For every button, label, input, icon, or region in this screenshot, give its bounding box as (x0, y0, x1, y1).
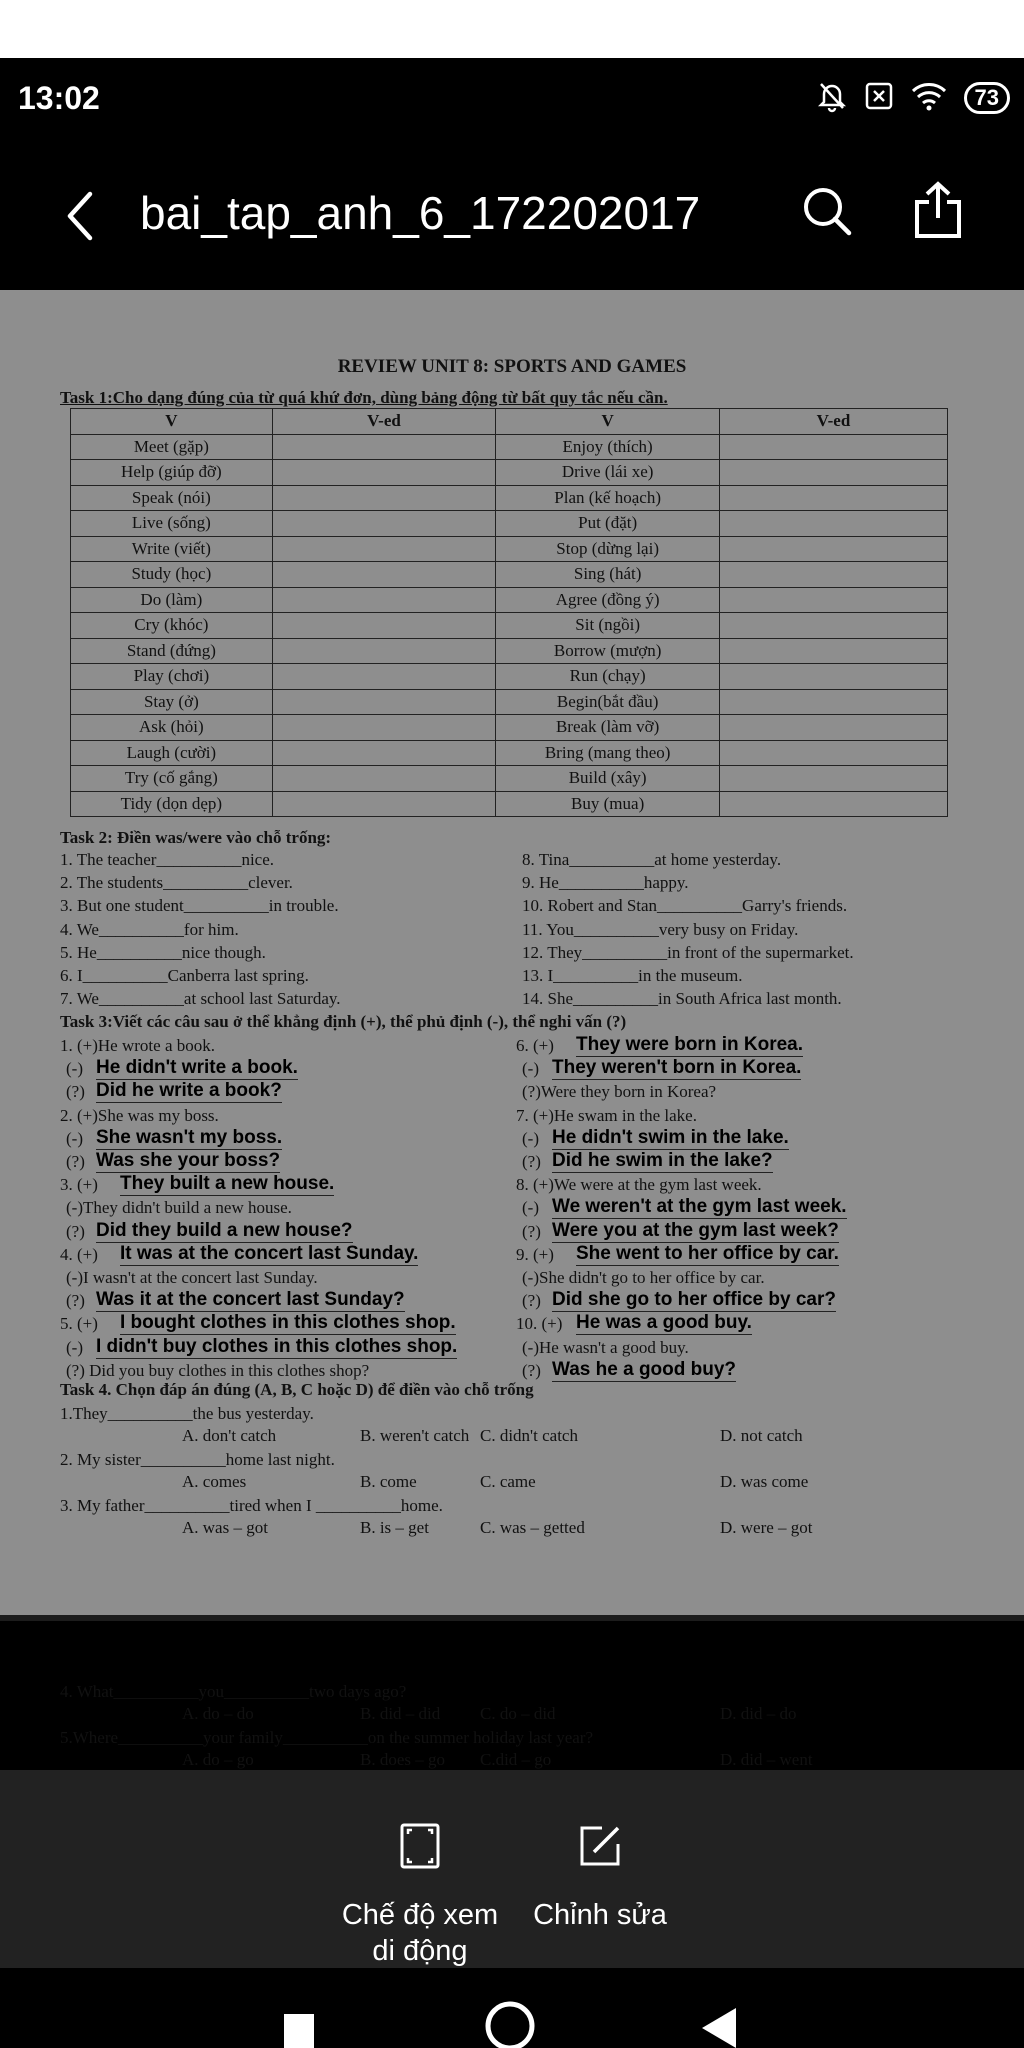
table-row (71, 460, 948, 486)
ved-cell (719, 740, 947, 766)
task3-prompt: (-) (522, 1059, 539, 1079)
task3-prompt: 4. (+) (60, 1244, 98, 1264)
table-row (71, 740, 948, 766)
task4-option: B. weren't catch (360, 1426, 470, 1445)
verb-cell: Put (đặt) (496, 511, 720, 537)
task2-item: 12. They__________in front of the supermarket. (522, 942, 854, 962)
verb-cell: Stand (đứng) (71, 638, 273, 664)
task2-item: 4. We__________for him. (60, 919, 239, 939)
task4-question: 2. My sister__________home last night. (60, 1450, 335, 1469)
verb-cell: Stay (ở) (71, 689, 273, 715)
task3-answer: Did he swim in the lake? (552, 1150, 773, 1171)
task4-option: B. is – get (360, 1518, 429, 1537)
task3-answer: I didn't buy clothes in this clothes shop. (96, 1335, 458, 1357)
verb-cell: Bring (mang theo) (496, 740, 720, 766)
task3-answer: Did they build a new house? (96, 1219, 353, 1241)
task3-answer: She wasn't my boss. (96, 1126, 283, 1148)
verb-cell: Help (giúp đỡ) (71, 460, 273, 486)
table-row (71, 638, 948, 664)
task3-answer: They weren't born in Korea. (552, 1057, 802, 1079)
task3-prompt: (?) (522, 1360, 541, 1380)
task2-item: 5. He__________nice though. (60, 942, 266, 962)
ved-cell (719, 638, 947, 664)
task3-prompt: (?) (66, 1221, 85, 1241)
table-row (71, 562, 948, 588)
verb-cell: Enjoy (thích) (496, 434, 720, 460)
task4-option: C. came (480, 1472, 536, 1491)
ved-cell (719, 715, 947, 741)
verb-cell: Tidy (dọn dẹp) (71, 791, 273, 817)
bottom-toolbar (0, 1770, 1024, 1968)
table-header: V (71, 409, 273, 435)
task2-item: 9. He__________happy. (522, 873, 689, 893)
share-icon[interactable] (912, 180, 964, 245)
verb-cell: Agree (đồng ý) (496, 587, 720, 613)
task2-item: 11. You__________very busy on Friday. (522, 919, 799, 939)
task4-option: D. was come (720, 1472, 809, 1491)
ved-cell (272, 587, 496, 613)
mobile-view-label: Chế độ xem di động (341, 1899, 499, 1967)
task2-item: 13. I__________in the museum. (522, 966, 743, 985)
task3-answer: Did he write a book? (96, 1080, 282, 1102)
ved-cell (719, 587, 947, 613)
task3-prompt: (?) (66, 1152, 85, 1171)
top-white-margin (0, 0, 1024, 58)
task3-answer: They built a new house. (120, 1173, 335, 1195)
task3-prompt: 5. (+) (60, 1314, 98, 1334)
verb-cell: Borrow (mượn) (496, 638, 720, 664)
task4-option: A. comes (182, 1472, 247, 1491)
task3-answer: He was a good buy. (576, 1312, 752, 1334)
task3-title: Task 3:Viết các câu sau ở thể khẳng định (+), thể phủ định (-), thể nghi vấn (?) (60, 1012, 627, 1031)
task2-item: 7. We__________at school last Saturday. (60, 989, 341, 1009)
ved-cell (719, 536, 947, 562)
bell-off-icon (816, 80, 848, 117)
verb-cell: Laugh (cười) (71, 740, 273, 766)
verb-cell: Sing (hát) (496, 562, 720, 588)
task3-prompt: (-) (66, 1059, 83, 1079)
edit-icon (576, 1822, 624, 1870)
task4-option: B. did – did (360, 1704, 441, 1723)
document-viewer[interactable] (0, 290, 1024, 1769)
task3-prompt: (-)She didn't go to her office by car. (522, 1268, 765, 1287)
task3-prompt: (?) (522, 1291, 541, 1311)
task3-prompt: (-) (66, 1337, 83, 1357)
task3-prompt: (-)He wasn't a good buy. (522, 1337, 689, 1357)
task3-prompt: (?) (522, 1221, 541, 1241)
task3-answer: He didn't swim in the lake. (552, 1126, 789, 1148)
ved-cell (272, 715, 496, 741)
task4-question: 5.Where__________your family__________on the summer holiday last year? (60, 1728, 594, 1747)
verb-cell: Write (viết) (71, 536, 273, 562)
search-icon[interactable] (800, 184, 854, 243)
task2-item: 8. Tina__________at home yesterday. (522, 850, 782, 869)
task4-option: D. did – do (720, 1704, 797, 1723)
task3-prompt: 10. (+) (516, 1314, 563, 1334)
verb-cell: Play (chơi) (71, 664, 273, 690)
task4-option: A. do – do (182, 1704, 254, 1723)
edit-label: Chỉnh sửa (533, 1899, 667, 1931)
verb-cell: Plan (kế hoạch) (496, 485, 720, 511)
task3-prompt: 1. (+)He wrote a book. (60, 1036, 215, 1055)
ved-cell (719, 613, 947, 639)
task4-option: A. don't catch (182, 1426, 277, 1445)
task3-prompt: (-) (66, 1128, 83, 1148)
table-row (71, 511, 948, 537)
task2-item: 14. She__________in South Africa last month. (522, 989, 842, 1009)
ved-cell (272, 613, 496, 639)
task3-prompt: 8. (+)We were at the gym last week. (516, 1175, 762, 1195)
back-nav-icon[interactable] (698, 2006, 738, 2048)
task4-option: D. not catch (720, 1426, 803, 1445)
table-row (71, 587, 948, 613)
task3-answer: Was she your boss? (96, 1150, 281, 1171)
status-bar (0, 58, 1024, 140)
task3-prompt: 7. (+)He swam in the lake. (516, 1105, 697, 1125)
task3-prompt: (-) (522, 1128, 539, 1148)
verb-cell: Begin(bắt đầu) (496, 689, 720, 715)
mobile-view-icon (398, 1822, 442, 1870)
ved-cell (272, 740, 496, 766)
task2-item: 2. The students__________clever. (60, 873, 293, 893)
task4-option: B. does – go (360, 1750, 445, 1769)
task1-title: Task 1:Cho dạng đúng của từ quá khứ đơn, dùng bảng động từ bất quy tắc nếu cần. (60, 388, 668, 407)
verb-cell: Study (học) (71, 562, 273, 588)
home-icon[interactable] (482, 1998, 538, 2048)
verb-cell: Buy (mua) (496, 791, 720, 817)
mobile-view-button[interactable] (330, 1822, 510, 1969)
table-row (71, 536, 948, 562)
task4-option: C. didn't catch (480, 1426, 578, 1445)
task3-prompt: (?) (66, 1082, 85, 1102)
ved-cell (272, 460, 496, 486)
task3-answer: She went to her office by car. (576, 1242, 839, 1264)
verb-cell: Sit (ngồi) (496, 613, 720, 639)
task3-prompt: 2. (+)She was my boss. (60, 1105, 219, 1125)
table-row (71, 766, 948, 792)
status-icons (816, 78, 1010, 118)
ved-cell (272, 689, 496, 715)
status-time: 13:02 (18, 80, 100, 116)
ved-cell (272, 434, 496, 460)
ved-cell (719, 434, 947, 460)
ved-cell (719, 485, 947, 511)
task3-answer: Was it at the concert last Sunday? (96, 1289, 405, 1311)
ved-cell (719, 664, 947, 690)
task4-option: A. do – go (182, 1750, 254, 1769)
task4-option: C. was – getted (480, 1518, 585, 1537)
task3-answer: It was at the concert last Sunday. (120, 1242, 419, 1264)
ved-cell (719, 562, 947, 588)
verb-cell: Stop (dừng lại) (496, 536, 720, 562)
task4-option: D. did – went (720, 1750, 813, 1769)
task4-question: 4. What__________you__________two days ago? (60, 1682, 407, 1701)
ved-cell (272, 511, 496, 537)
task3-answer: I bought clothes in this clothes shop. (120, 1312, 456, 1334)
task3-answer: We weren't at the gym last week. (552, 1196, 847, 1218)
task3-prompt: (-)They didn't build a new house. (66, 1198, 292, 1218)
task4-question: 1.They__________the bus yesterday. (60, 1404, 314, 1423)
recent-apps-icon[interactable] (282, 2012, 316, 2048)
task2-item: 1. The teacher__________nice. (60, 850, 275, 869)
table-row (71, 689, 948, 715)
document-title: bai_tap_anh_6_172202017 (140, 187, 701, 239)
task3-prompt: 6. (+) (516, 1036, 554, 1055)
task4-title: Task 4. Chọn đáp án đúng (A, B, C hoặc D) để điền vào chỗ trống (60, 1380, 534, 1399)
task3-prompt: 3. (+) (60, 1175, 98, 1195)
table-header: V-ed (272, 409, 496, 435)
verb-cell: Break (làm vỡ) (496, 715, 720, 741)
ved-cell (719, 766, 947, 792)
table-header: V (496, 409, 720, 435)
ved-cell (719, 791, 947, 817)
table-header: V-ed (719, 409, 947, 435)
task2-item: 6. I__________Canberra last spring. (60, 966, 309, 985)
task3-prompt: (?) (66, 1291, 85, 1311)
ved-cell (272, 536, 496, 562)
page-separator (0, 1615, 1024, 1621)
task3-prompt: (-) (522, 1198, 539, 1218)
battery-indicator: 73 (964, 82, 1010, 114)
nav-bar (0, 1968, 1024, 2048)
task3-answer: Did she go to her office by car? (552, 1289, 836, 1311)
verb-cell: Live (sống) (71, 511, 273, 537)
task3-prompt: (?) (522, 1152, 541, 1171)
task4-option: D. were – got (720, 1518, 813, 1537)
task4-option: A. was – got (182, 1518, 268, 1537)
task3-prompt: (?)Were they born in Korea? (522, 1082, 717, 1102)
verb-cell: Cry (khóc) (71, 613, 273, 639)
task3-answer: Were you at the gym last week? (552, 1219, 839, 1241)
task4-option: C.did – go (480, 1750, 552, 1769)
ved-cell (719, 460, 947, 486)
doc-heading: REVIEW UNIT 8: SPORTS AND GAMES (337, 356, 687, 377)
table-row (71, 715, 948, 741)
ved-cell (719, 511, 947, 537)
ved-cell (272, 562, 496, 588)
task3-prompt: (-)I wasn't at the concert last Sunday. (66, 1268, 318, 1287)
task2-title: Task 2: Điền was/were vào chỗ trống: (60, 828, 332, 847)
table-row (71, 434, 948, 460)
verb-cell: Do (làm) (71, 587, 273, 613)
table-row (71, 485, 948, 511)
task3-answer: He didn't write a book. (96, 1057, 298, 1079)
task4-question: 3. My father__________tired when I __________home. (60, 1496, 443, 1515)
verb-cell: Ask (hỏi) (71, 715, 273, 741)
app-bar (0, 140, 1024, 290)
ved-cell (272, 791, 496, 817)
verb-cell: Build (xây) (496, 766, 720, 792)
back-arrow-icon[interactable] (60, 186, 100, 251)
ved-cell (272, 638, 496, 664)
ved-cell (272, 664, 496, 690)
verb-cell: Meet (gặp) (71, 434, 273, 460)
wifi-icon (910, 80, 948, 117)
verb-table (70, 408, 948, 817)
verb-cell: Speak (nói) (71, 485, 273, 511)
sim-off-icon (864, 81, 894, 116)
task3-answer: They were born in Korea. (576, 1034, 803, 1055)
task4-option: C. do – did (480, 1704, 556, 1723)
verb-cell: Run (chạy) (496, 664, 720, 690)
verb-cell: Try (cố gắng) (71, 766, 273, 792)
ved-cell (719, 689, 947, 715)
ved-cell (272, 766, 496, 792)
task3-answer: Was he a good buy? (552, 1358, 737, 1380)
ved-cell (272, 485, 496, 511)
verb-cell: Drive (lái xe) (496, 460, 720, 486)
table-row (71, 791, 948, 817)
table-row (71, 613, 948, 639)
task3-prompt: (?) Did you buy clothes in this clothes shop? (66, 1360, 370, 1380)
task3-prompt: 9. (+) (516, 1244, 554, 1264)
table-row (71, 664, 948, 690)
task2-item: 10. Robert and Stan__________Garry's friends. (522, 896, 848, 916)
task4-option: B. come (360, 1472, 417, 1491)
task2-item: 3. But one student__________in trouble. (60, 896, 339, 916)
edit-button[interactable] (520, 1822, 680, 1933)
